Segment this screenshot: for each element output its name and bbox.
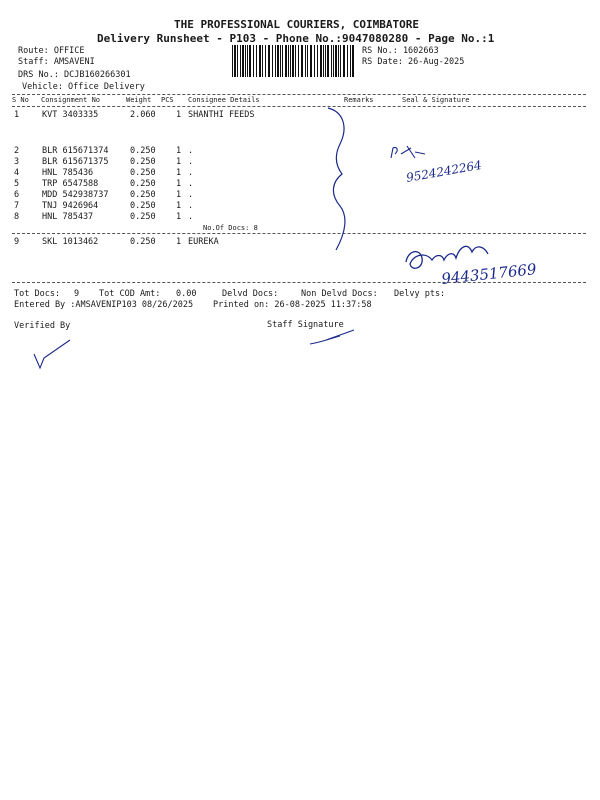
barcode-bar <box>325 45 326 77</box>
signature-row9 <box>402 232 582 292</box>
sno-cell: 1 <box>14 110 20 120</box>
pcs-cell: 1 <box>176 237 182 247</box>
sno-cell: 5 <box>14 179 20 189</box>
tot-docs-value: 9 <box>74 289 80 299</box>
barcode-bar <box>253 45 254 77</box>
sno-cell: 7 <box>14 201 20 211</box>
barcode-bar <box>327 45 329 77</box>
barcode-bar <box>352 45 354 77</box>
printed-on: Printed on: 26-08-2025 11:37:58 <box>213 300 372 310</box>
consignee-cell: . <box>188 179 194 189</box>
consignee-cell: . <box>188 157 194 167</box>
barcode-bar <box>317 45 318 77</box>
pcs-cell: 1 <box>176 110 182 120</box>
barcode-bar <box>301 45 303 77</box>
barcode-bar <box>277 45 279 77</box>
consignment-cell: BLR 615671375 <box>42 157 109 167</box>
consignee-cell: . <box>188 168 194 178</box>
verified-by-check-mark <box>30 336 75 372</box>
col-pcs: PCS <box>161 96 174 104</box>
barcode-bar <box>331 45 332 77</box>
barcode-bar <box>350 45 351 77</box>
weight-cell: 0.250 <box>130 146 156 156</box>
handwritten-phone-2: 9443517669 <box>440 260 538 288</box>
company-name: THE PROFESSIONAL COURIERS, COIMBATORE <box>174 18 420 31</box>
barcode-bar <box>268 45 270 77</box>
barcode-bar <box>340 45 341 77</box>
barcode-bar <box>259 45 261 77</box>
barcode-bar <box>272 45 273 77</box>
barcode-bar <box>305 45 306 77</box>
barcode-bar <box>282 45 283 77</box>
tot-docs-label: Tot Docs: <box>14 289 61 299</box>
consignment-cell: BLR 615671374 <box>42 146 109 156</box>
barcode-bar <box>245 45 246 77</box>
barcode-bar <box>310 45 312 77</box>
col-seal-signature: Seal & Signature <box>402 96 470 104</box>
consignment-cell: HNL 785436 <box>42 168 94 178</box>
sno-cell: 4 <box>14 168 20 178</box>
col-consignee: Consignee Details <box>188 96 260 104</box>
delvy-pts-label: Delvy pts: <box>394 289 446 299</box>
sno-cell: 9 <box>14 237 20 247</box>
barcode-bar <box>307 45 308 77</box>
consignment-cell: TRP 6547588 <box>42 179 99 189</box>
barcode-bar <box>347 45 348 77</box>
barcode <box>231 45 357 77</box>
consignee-cell: . <box>188 190 194 200</box>
consignment-cell: TNJ 9426964 <box>42 201 99 211</box>
drs-number: DRS No.: DCJB160266301 <box>18 70 131 80</box>
barcode-bar <box>288 45 289 77</box>
sno-cell: 6 <box>14 190 20 200</box>
weight-cell: 0.250 <box>130 212 156 222</box>
col-weight: Weight <box>126 96 152 104</box>
sno-cell: 8 <box>14 212 20 222</box>
staff-label: Staff: AMSAVENI <box>18 57 95 67</box>
non-delvd-docs-label: Non Delvd Docs: <box>301 289 378 299</box>
sno-cell: 3 <box>14 157 20 167</box>
weight-cell: 0.250 <box>130 190 156 200</box>
consignment-cell: HNL 785437 <box>42 212 94 222</box>
weight-cell: 0.250 <box>130 168 156 178</box>
header-rule-top <box>12 94 586 95</box>
staff-signature-mark <box>308 328 358 348</box>
barcode-bar <box>256 45 257 77</box>
weight-cell: 0.250 <box>130 237 156 247</box>
barcode-bar <box>295 45 296 77</box>
barcode-bar <box>237 45 238 77</box>
barcode-bar <box>338 45 339 77</box>
barcode-bar <box>262 45 263 77</box>
vehicle-label: Vehicle: Office Delivery <box>22 82 145 92</box>
consignment-cell: MDD 542938737 <box>42 190 109 200</box>
barcode-bar <box>265 45 266 77</box>
barcode-bar <box>285 45 287 77</box>
handwritten-phone-1: 9524242264 <box>405 157 483 185</box>
delvd-docs-label: Delvd Docs: <box>222 289 279 299</box>
barcode-bar <box>320 45 322 77</box>
barcode-bar <box>234 45 236 77</box>
col-consignment: Consignment No <box>41 96 101 104</box>
barcode-bar <box>280 45 281 77</box>
barcode-bar <box>232 45 233 77</box>
barcode-bar <box>323 45 324 77</box>
barcode-bar <box>249 45 251 77</box>
cod-label: Tot COD Amt: <box>99 289 161 299</box>
col-sno: S No <box>12 96 29 104</box>
pcs-cell: 1 <box>176 179 182 189</box>
group-doc-count: No.Of Docs: 8 <box>203 224 258 232</box>
route-label: Route: OFFICE <box>18 46 85 56</box>
verified-by-label: Verified By <box>14 321 71 331</box>
barcode-bar <box>333 45 334 77</box>
pcs-cell: 1 <box>176 146 182 156</box>
cod-value: 0.00 <box>176 289 197 299</box>
weight-cell: 0.250 <box>130 179 156 189</box>
barcode-bar <box>343 45 345 77</box>
barcode-bar <box>240 45 241 77</box>
barcode-bar <box>242 45 244 77</box>
pcs-cell: 1 <box>176 190 182 200</box>
barcode-bar <box>314 45 315 77</box>
pcs-cell: 1 <box>176 168 182 178</box>
barcode-bar <box>335 45 337 77</box>
weight-cell: 0.250 <box>130 201 156 211</box>
barcode-bar <box>292 45 294 77</box>
barcode-bar <box>275 45 276 77</box>
remarks-brace-mark <box>322 104 362 254</box>
weight-cell: 0.250 <box>130 157 156 167</box>
consignee-cell: . <box>188 146 194 156</box>
weight-cell: 2.060 <box>130 110 156 120</box>
barcode-bar <box>290 45 291 77</box>
rs-number: RS No.: 1602663 <box>362 46 439 56</box>
pcs-cell: 1 <box>176 201 182 211</box>
consignee-cell: . <box>188 201 194 211</box>
entered-by: Entered By :AMSAVENIP103 08/26/2025 <box>14 300 194 310</box>
consignee-cell: . <box>188 212 194 222</box>
runsheet-title: Delivery Runsheet - P103 - Phone No.:9047080280 - Page No.:1 <box>97 32 495 45</box>
header-rule-bottom <box>12 106 586 107</box>
col-remarks: Remarks <box>344 96 374 104</box>
barcode-bar <box>247 45 248 77</box>
staff-signature-label: Staff Signature <box>267 320 344 330</box>
consignee-cell: EUREKA <box>188 237 219 247</box>
pcs-cell: 1 <box>176 157 182 167</box>
sno-cell: 2 <box>14 146 20 156</box>
consignment-cell: SKL 1013462 <box>42 237 99 247</box>
consignee-cell: SHANTHI FEEDS <box>188 110 255 120</box>
consignment-cell: KVT 3403335 <box>42 110 99 120</box>
rs-date: RS Date: 26-Aug-2025 <box>362 57 465 67</box>
barcode-bar <box>298 45 299 77</box>
signature-row1 <box>385 142 525 192</box>
pcs-cell: 1 <box>176 212 182 222</box>
